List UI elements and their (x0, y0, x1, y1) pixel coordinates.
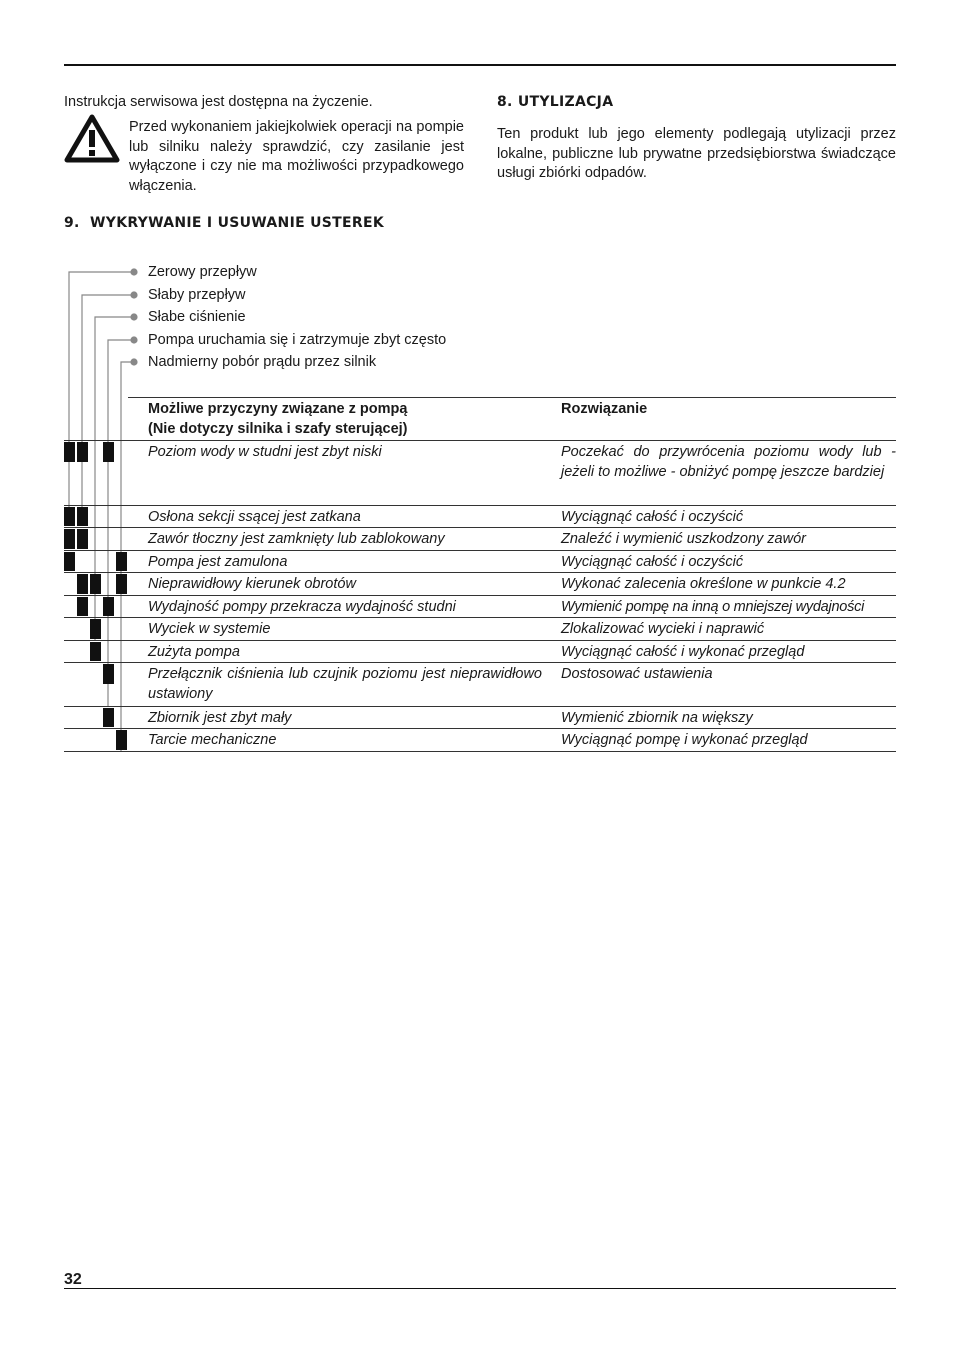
symptom-marker (77, 597, 88, 616)
table-cell-solution: Wyciągnąć całość i oczyścić (561, 554, 744, 570)
symptom-marker (77, 507, 88, 526)
section-8-body: Ten produkt lub jego elementy podlegają utylizacji przez lokalne, publiczne lub prywatne przedsiębiorstwa świadczące usługi zbiórki odpadów. (497, 126, 896, 181)
table-cell-cause: Poziom wody w studni jest zbyt niski (148, 444, 382, 460)
symptom-marker (64, 442, 75, 462)
table-row-separator (64, 617, 896, 618)
symptom-marker (116, 552, 127, 571)
symptom-marker (64, 529, 75, 549)
table-cell-solution: Znaleźć i wymienić uszkodzony zawór (561, 531, 806, 547)
table-header-solution: Rozwiązanie (561, 401, 648, 417)
symptom-label-high-current: Nadmierny pobór prądu przez silnik (148, 354, 377, 370)
symptom-label-zero-flow: Zerowy przepływ (148, 264, 257, 280)
table-header-cause-line1: Możliwe przyczyny związane z pompą (148, 401, 408, 417)
symptom-marker (90, 574, 101, 594)
table-cell-cause: Wydajność pompy przekracza wydajność studni (148, 599, 456, 615)
symptom-label-frequent-cycling: Pompa uruchamia się i zatrzymuje zbyt często (148, 332, 447, 348)
table-cell-solution: Dostosować ustawienia (561, 666, 713, 682)
footer-rule (64, 1288, 896, 1289)
table-row-separator (64, 572, 896, 573)
page-number: 32 (64, 1271, 82, 1288)
table-cell-solution: Zlokalizować wycieki i naprawić (561, 621, 765, 637)
section-9-heading: 9. WYKRYWANIE I USUWANIE USTEREK (64, 215, 384, 231)
table-cell-solution: Wyciągnąć całość i wykonać przegląd (561, 644, 805, 660)
table-header-top-line (128, 397, 896, 398)
table-cell-cause: Zbiornik jest zbyt mały (148, 710, 292, 726)
symptom-marker (90, 619, 101, 639)
table-header-cause-line2: (Nie dotyczy silnika i szafy sterującej) (148, 421, 408, 437)
table-row-separator (64, 527, 896, 528)
table-header-bottom-line (64, 440, 896, 441)
symptom-marker (77, 529, 88, 549)
symptom-marker (77, 574, 88, 594)
table-row-separator (64, 550, 896, 551)
table-row-separator (64, 505, 896, 506)
table-row-separator (64, 595, 896, 596)
table-cell-solution: Poczekać do przywrócenia poziomu wody lub - jeżeli to możliwe - obniżyć pompę jeszcze bardziej (561, 444, 896, 480)
symptom-marker (116, 730, 127, 750)
service-note: Instrukcja serwisowa jest dostępna na życzenie. (64, 94, 373, 110)
table-cell-cause: Wyciek w systemie (148, 621, 271, 637)
table-row-separator (64, 706, 896, 707)
table-cell-solution: Wymienić pompę na inną o mniejszej wydajności (561, 599, 865, 615)
symptom-marker (90, 642, 101, 661)
symptom-marker (103, 597, 114, 616)
table-cell-solution: Wyciągnąć całość i oczyścić (561, 509, 744, 525)
symptom-marker (103, 708, 114, 727)
table-cell-cause: Nieprawidłowy kierunek obrotów (148, 576, 356, 592)
symptom-marker (103, 664, 114, 684)
table-row-separator (64, 751, 896, 752)
table-cell-cause: Osłona sekcji ssącej jest zatkana (148, 509, 361, 525)
table-cell-solution: Wyciągnąć pompę i wykonać przegląd (561, 732, 808, 748)
section-8-heading: 8. UTYLIZACJA (497, 94, 614, 110)
warning-text: Przed wykonaniem jakiejkolwiek operacji na pompie lub silniku należy sprawdzić, czy zasilanie jest wyłączone i czy nie ma możliwości przypadkowego włączenia. (129, 119, 464, 194)
symptom-marker (103, 442, 114, 462)
table-cell-cause: Tarcie mechaniczne (148, 732, 277, 748)
table-cell-cause: Zawór tłoczny jest zamknięty lub zablokowany (148, 531, 445, 547)
symptom-marker (116, 574, 127, 594)
table-header-cause (148, 399, 548, 439)
table-cell-cause: Przełącznik ciśnienia lub czujnik poziomu jest nieprawidłowo ustawiony (148, 666, 542, 702)
table-row-separator (64, 662, 896, 663)
symptom-label-low-pressure: Słabe ciśnienie (148, 309, 246, 325)
table-row-separator (64, 640, 896, 641)
table-cell-cause: Pompa jest zamulona (148, 554, 288, 570)
table-row-separator (64, 728, 896, 729)
table-cell-solution: Wymienić zbiornik na większy (561, 710, 753, 726)
symptom-marker (64, 507, 75, 526)
symptom-marker (64, 552, 75, 571)
table-cell-solution: Wykonać zalecenia określone w punkcie 4.2 (561, 576, 846, 592)
table-cell-cause: Zużyta pompa (148, 644, 240, 660)
symptom-marker (77, 442, 88, 462)
symptom-label-low-flow: Słaby przepływ (148, 287, 246, 303)
